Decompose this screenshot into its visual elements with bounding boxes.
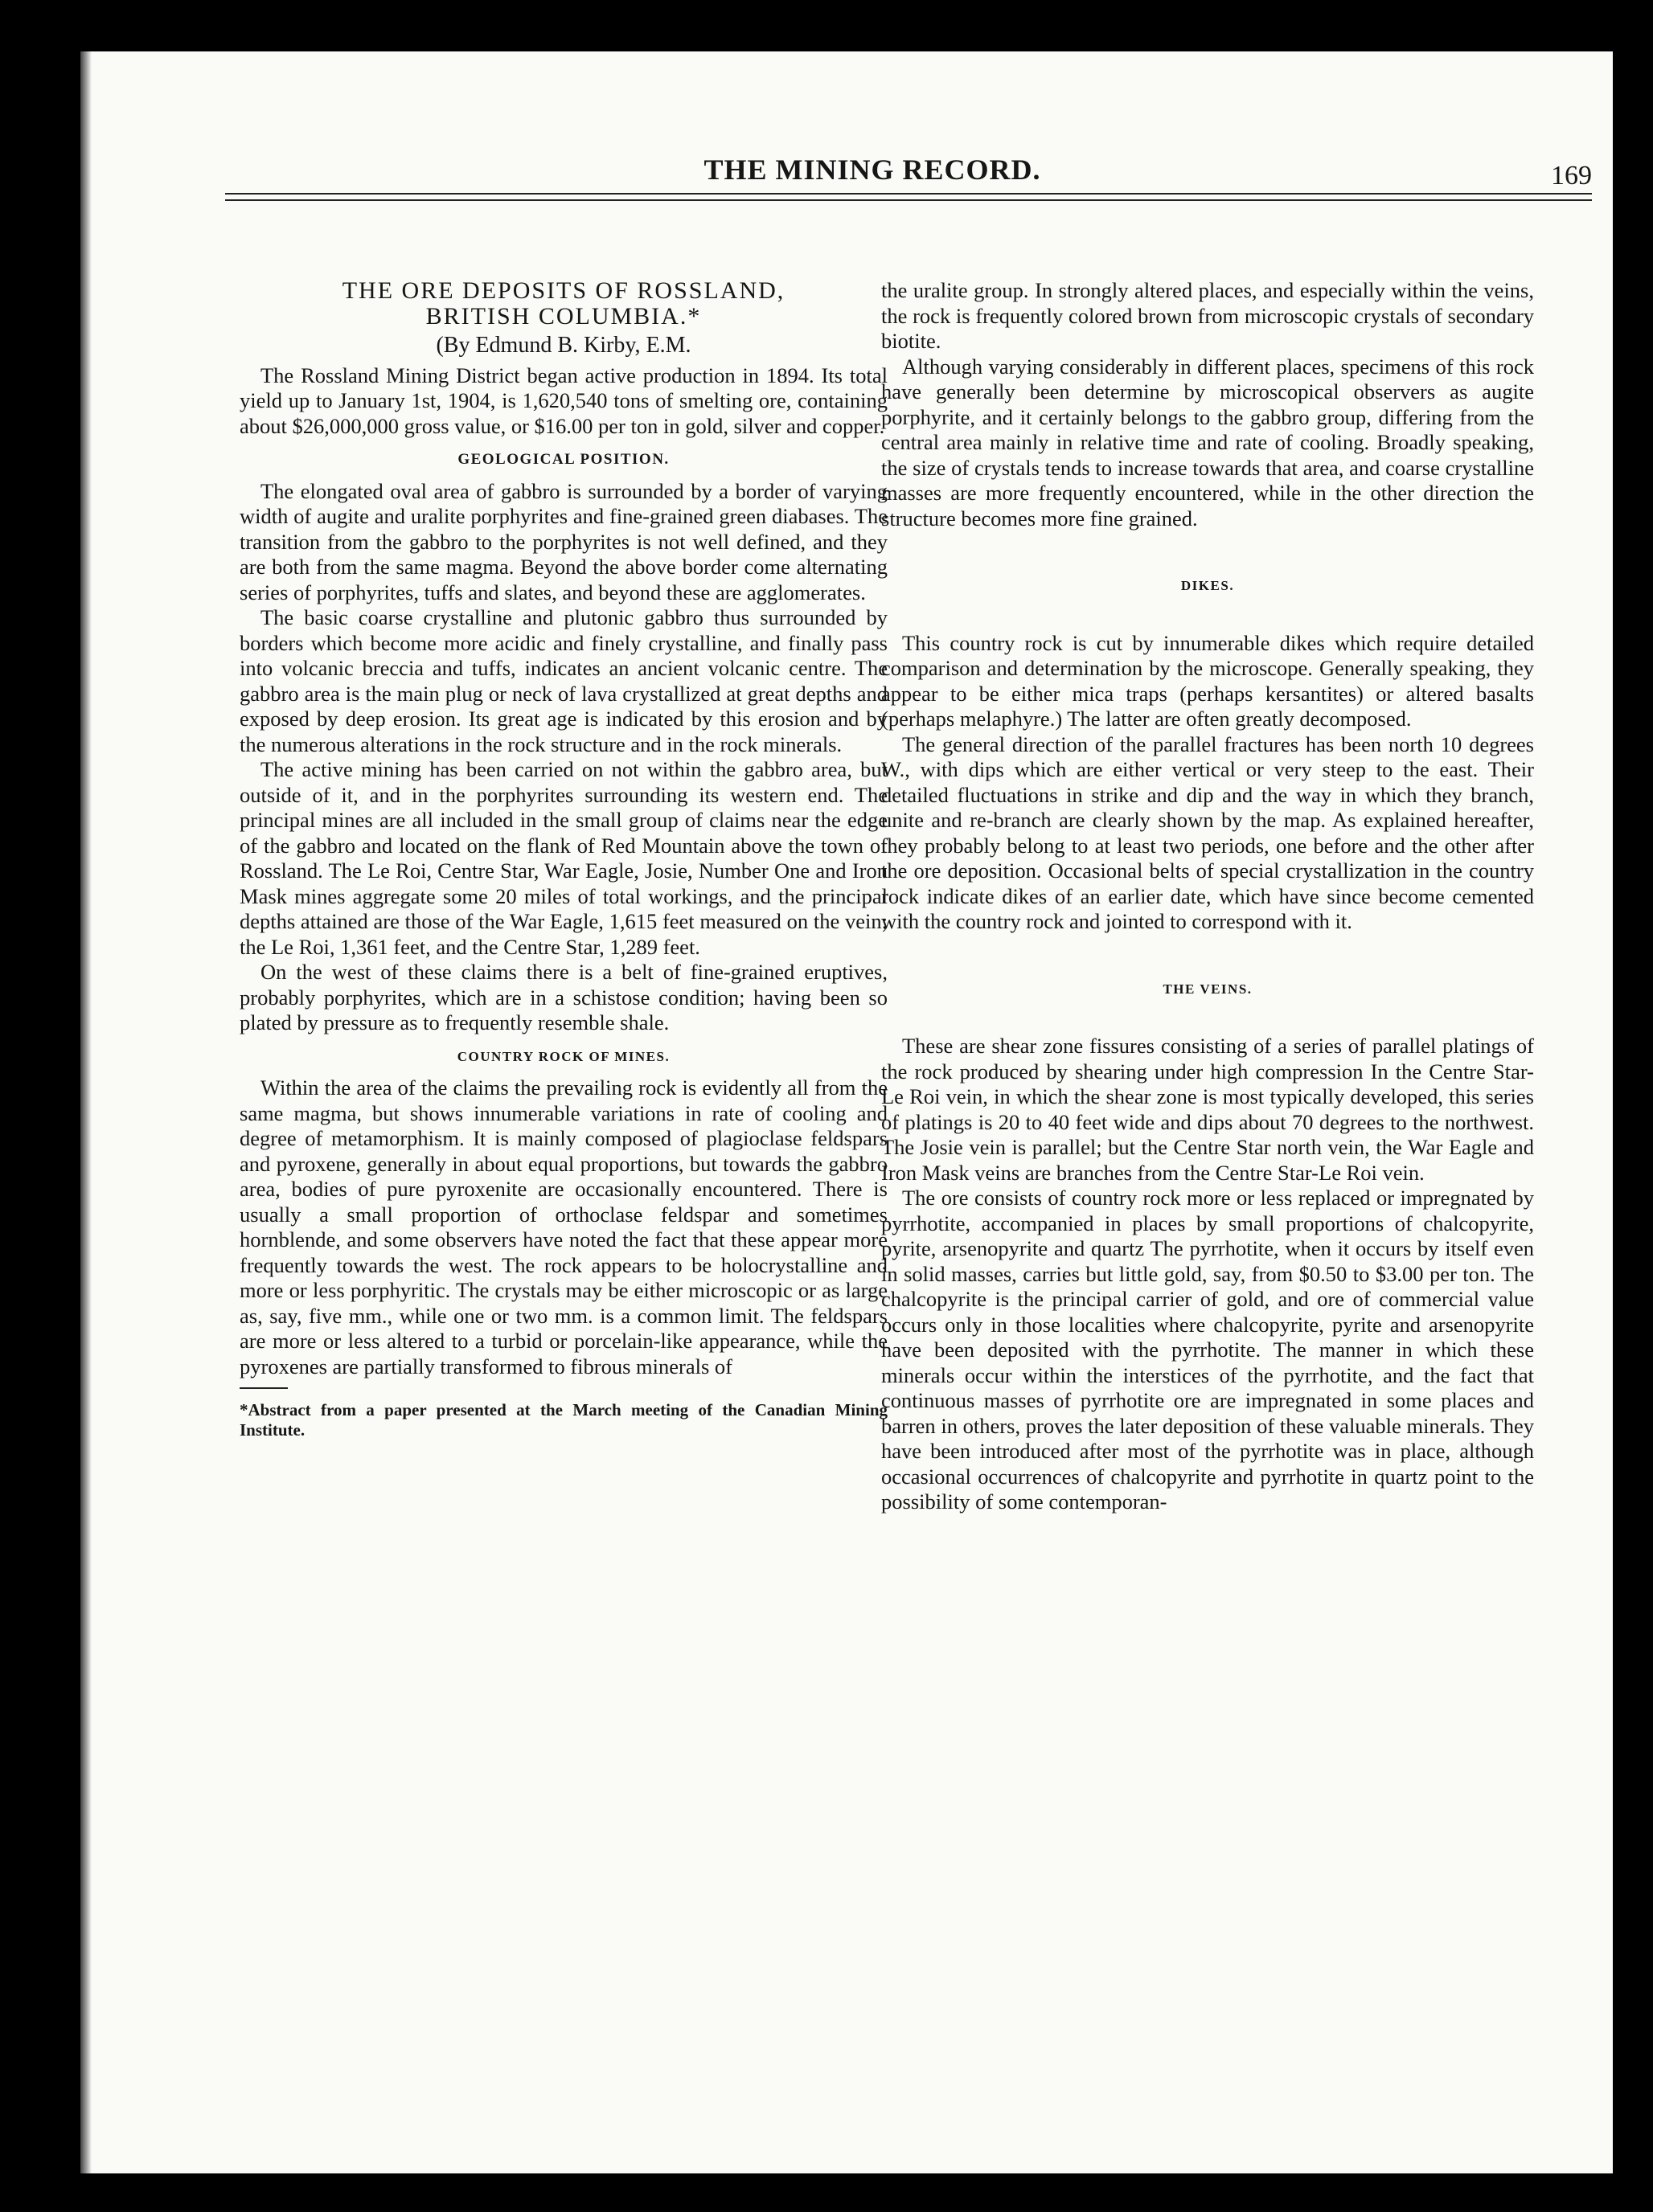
footnote: *Abstract from a paper presented at the March meeting of the Canadian Mining Institute. <box>240 1400 888 1440</box>
section-heading-geological-position: GEOLOGICAL POSITION. <box>457 451 670 468</box>
paragraph: This country rock is cut by innumerable dikes which require detailed comparison and determination by the microscope. Generally speaking, they appear to be either mica traps (perhaps kersantites) or altered basalts (perhaps melaphyre.) The latter are often greatly decomposed. <box>881 630 1534 731</box>
page <box>80 51 1613 2173</box>
article-title-line-2: BRITISH COLUMBIA.* <box>425 303 702 330</box>
left-column <box>240 278 888 1440</box>
paragraph: On the west of these claims there is a belt of fine-grained eruptives, probably porphyrites, which are in a schistose condition; having been so plated by pressure as to frequently resemble shale. <box>240 960 888 1034</box>
article-byline: (By Edmund B. Kirby, E.M. <box>436 333 691 358</box>
paragraph: Within the area of the claims the prevailing rock is evidently all from the same magma, but shows innumerable variations in rate of cooling and degree of metamorphism. It is mainly composed of plagioclase feldspars and pyroxene, generally in about equal proportions, but towards the gabbro area, bodies of pure pyroxenite are occasionally encountered. There is usually a small proportion of orthoclase feldspar and sometimes hornblende, and some observers have noted the fact that these appear more frequently towards the west. The rock appears to be holocrystalline and more or less porphyritic. The crystals may be either microscopic or as large as, say, five mm., while one or two mm. is a common limit. The feldspars are more or less altered to a turbid or porcelain-like appearance, while the pyroxenes are partially transformed to fibrous minerals of <box>240 1075 888 1378</box>
article-title <box>240 278 888 330</box>
paragraph: These are shear zone fissures consisting of a series of parallel platings of the rock produced by shearing under high compression In the Centre Star-Le Roi vein, in which the shear zone is most typically developed, this series of platings is 20 to 40 feet wide and dips about 70 degrees to the northwest. The Josie vein is parallel; but the Centre Star north vein, the War Eagle and Iron Mask veins are branches from the Centre Star-Le Roi vein. <box>881 1034 1534 1185</box>
paragraph: The elongated oval area of gabbro is surrounded by a border of varying width of augite and uralite porphyrites and fine-grained green diabases. The transition from the gabbro to the porphyrites is not well defined, and they are both from the same magma. Beyond the above border come alternating series of porphyrites, tuffs and slates, and beyond these are agglomerates. <box>240 478 888 604</box>
paragraph-continued: the uralite group. In strongly altered places, and especially within the veins, the rock is frequently colored brown from microscopic crystals of secondary biotite. <box>881 278 1534 353</box>
page-number: 169 <box>1551 161 1592 190</box>
running-header <box>225 153 1592 211</box>
journal-title: THE MINING RECORD. <box>703 154 1041 186</box>
paragraph: The ore consists of country rock more or less replaced or impregnated by pyrrhotite, accompanied in places by small proportions of chalcopyrite, pyrite, arsenopyrite and quartz The pyrrhotite, when it occurs by itself even in solid masses, carries but little gold, say, from $0.50 to $3.00 per ton. The chalcopyrite is the principal carrier of gold, and ore of commercial value occurs only in those localities where chalcopyrite, pyrite and arsenopyrite have been deposited with the pyrrhotite. The manner in which these minerals occur within the interstices of the pyrrhotite, and the fact that continuous masses of pyrrhotite ore are impregnated in some places and barren in others, proves the later deposition of these valuable minerals. They have been introduced after most of the pyrrhotite was in place, although occasional occurrences of chalcopyrite and pyrrhotite in quartz point to the possibility of some contemporan- <box>881 1186 1534 1514</box>
paragraph: The general direction of the parallel fractures has been north 10 degrees W., with dips which are either vertical or very steep to the east. Their detailed fluctuations in strike and dip and the way in which they branch, unite and re-branch are clearly shown by the map. As explained hereafter, they probably belong to at least two periods, one before and the other after the ore deposition. Occasional belts of special crystallization in the country rock indicate dikes of an earlier date, which have since become cemented with the country rock and jointed to correspond with it. <box>881 731 1534 933</box>
right-column <box>881 278 1534 1515</box>
section-heading-veins: THE VEINS. <box>1163 981 1253 997</box>
paragraph: The active mining has been carried on not within the gabbro area, but outside of it, and in the porphyrites surrounding its western end. The principal mines are all included in the small group of claims near the edge of the gabbro and located on the flank of Red Mountain above the town of Rossland. The Le Roi, Centre Star, War Eagle, Josie, Number One and Iron Mask mines aggregate some 20 miles of total workings, and the principal depths attained are those of the War Eagle, 1,615 feet measured on the vein; the Le Roi, 1,361 feet, and the Centre Star, 1,289 feet. <box>240 757 888 959</box>
section-heading-country-rock: COUNTRY ROCK OF MINES. <box>457 1048 671 1064</box>
paragraph: The basic coarse crystalline and plutonic gabbro thus surrounded by borders which become more acidic and finely crystalline, and finally pass into volcanic breccia and tuffs, indicates an ancient volcanic centre. The gabbro area is the main plug or neck of lava crystallized at great depths and exposed by deep erosion. Its great age is indicated by this erosion and by the numerous alterations in the rock structure and in the rock minerals. <box>240 605 888 756</box>
footnote-rule <box>240 1387 288 1389</box>
book-gutter <box>80 51 92 2173</box>
header-rule-double <box>225 199 1592 201</box>
intro-paragraph: The Rossland Mining District began active production in 1894. Its total yield up to January 1st, 1904, is 1,620,540 tons of smelting ore, containing about $26,000,000 gross value, or $16.00 per ton in gold, silver and copper. <box>240 363 888 438</box>
article-title-line-1: THE ORE DEPOSITS OF ROSSLAND, <box>342 277 785 304</box>
header-rule <box>225 193 1592 195</box>
paragraph: Although varying considerably in different places, specimens of this rock have generally been determine by microscopical observers as augite porphyrite, and it certainly belongs to the gabbro group, differing from the central area mainly in relative time and rate of cooling. Broadly speaking, the size of crystals tends to increase towards that area, and coarse crystalline masses are more frequently encountered, while in the other direction the structure becomes more fine grained. <box>881 354 1534 530</box>
section-heading-dikes: DIKES. <box>1180 578 1235 593</box>
